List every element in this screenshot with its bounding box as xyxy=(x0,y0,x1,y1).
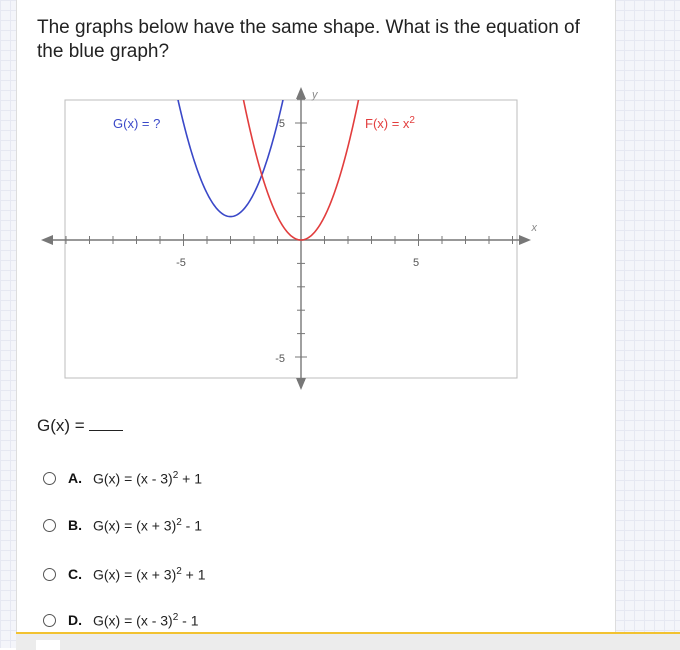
radio-button-b[interactable] xyxy=(43,519,56,532)
background-grid-right xyxy=(614,0,680,648)
option-d-letter: D. xyxy=(68,612,82,628)
question-text xyxy=(37,16,607,64)
option-a-base: G(x) = (x - 3) xyxy=(93,470,173,487)
answer-prompt xyxy=(37,416,123,436)
option-c-tail: + 1 xyxy=(181,566,206,583)
background-grid-left xyxy=(0,0,16,648)
option-b-exponent: 2 xyxy=(176,516,182,528)
bottom-toolbar xyxy=(16,632,680,650)
option-a-letter: A. xyxy=(68,470,82,486)
option-a-exponent: 2 xyxy=(172,469,179,481)
red-graph-label-exponent: 2 xyxy=(409,115,415,126)
option-a-tail: + 1 xyxy=(178,470,203,487)
question-line-1: The graphs below have the same shape. What is the equation of xyxy=(37,17,580,38)
option-c[interactable] xyxy=(43,562,343,586)
option-d-tail: - 1 xyxy=(178,612,199,629)
plot-frame xyxy=(65,100,517,378)
y-axis-bottom-arrow xyxy=(296,378,306,390)
x-axis-right-arrow xyxy=(519,235,531,245)
option-d-text xyxy=(93,612,199,629)
red-graph-label xyxy=(365,115,415,131)
question-card xyxy=(16,0,616,632)
radio-button-d[interactable] xyxy=(43,614,56,627)
option-a-text xyxy=(93,470,202,487)
radio-button-c[interactable] xyxy=(43,568,56,581)
option-d-base: G(x) = (x - 3) xyxy=(93,612,173,629)
x-tick-label-5: 5 xyxy=(412,257,420,269)
y-axis-top-arrow xyxy=(296,87,306,99)
x-axis-left-arrow xyxy=(41,235,53,245)
option-d-exponent: 2 xyxy=(172,611,179,623)
option-d[interactable] xyxy=(43,608,343,632)
radio-button-a[interactable] xyxy=(43,472,56,485)
option-c-text xyxy=(93,566,206,583)
y-tick-label-5: 5 xyxy=(278,118,285,130)
option-a[interactable] xyxy=(43,466,343,490)
option-b[interactable] xyxy=(43,513,343,537)
red-graph-label-base: F(x) = x xyxy=(365,116,410,131)
parabola-graph xyxy=(37,84,537,394)
option-c-letter: C. xyxy=(68,566,82,582)
question-line-2: the blue graph? xyxy=(37,41,170,62)
option-c-base: G(x) = (x + 3) xyxy=(93,566,177,583)
option-b-base: G(x) = (x + 3) xyxy=(93,517,177,534)
x-axis-label: x xyxy=(531,222,537,234)
option-b-text xyxy=(93,517,202,534)
option-b-letter: B. xyxy=(68,517,82,533)
option-c-exponent: 2 xyxy=(176,565,182,577)
blue-graph-label: G(x) = ? xyxy=(113,116,161,131)
toolbar-chip xyxy=(36,640,60,650)
x-tick-label-neg-5: -5 xyxy=(176,257,186,269)
y-tick-label-neg-5: -5 xyxy=(275,353,285,365)
answer-blank xyxy=(89,416,123,431)
y-axis-label: y xyxy=(312,89,318,101)
option-b-tail: - 1 xyxy=(181,517,203,534)
answer-prompt-text: G(x) = xyxy=(37,416,85,435)
